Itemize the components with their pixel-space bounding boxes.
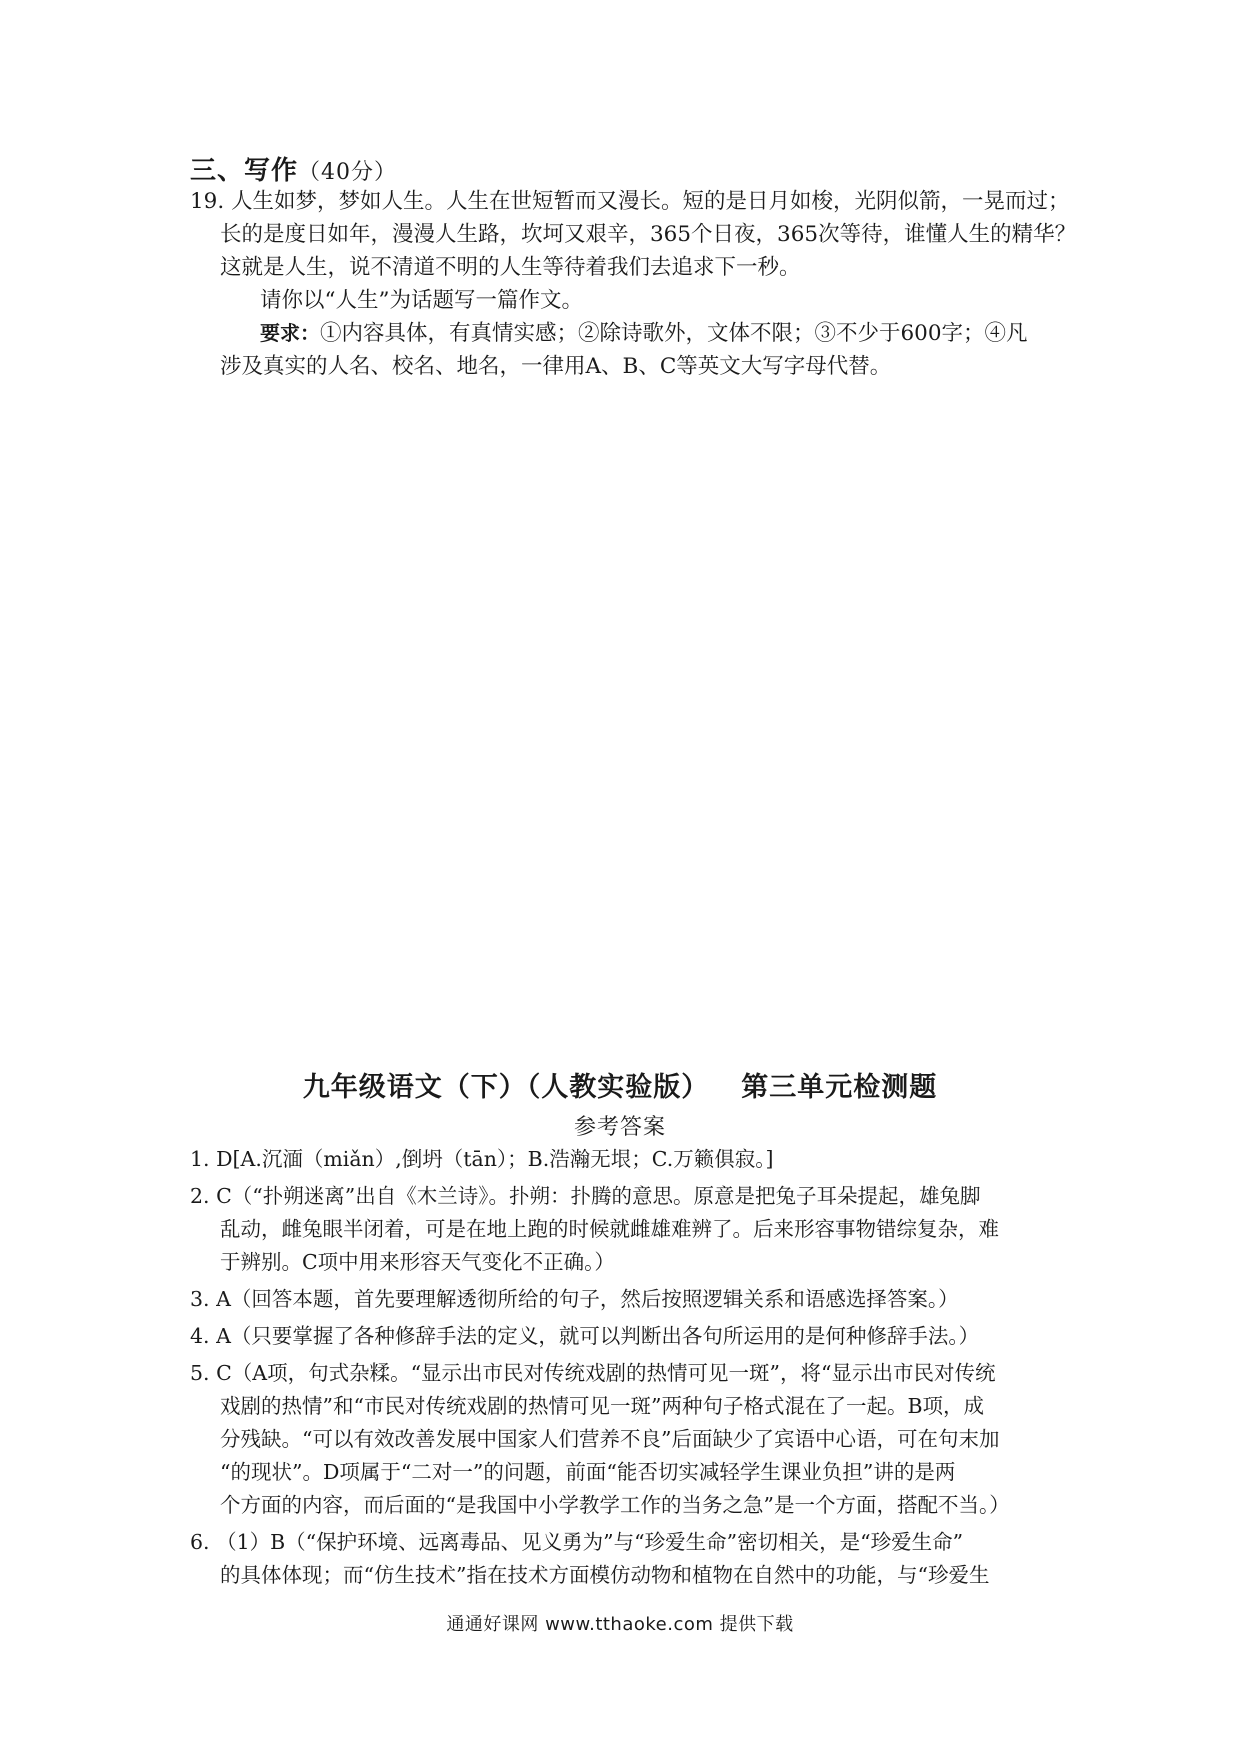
answer-line: 1. D[A.沉湎（miǎn）,倒坍（tān）；B.浩瀚无垠；C.万籁俱寂。] (190, 1147, 774, 1171)
answer-line: 4. A（只要掌握了各种修辞手法的定义，就可以判断出各句所运用的是何种修辞手法。） (190, 1324, 980, 1348)
answer-line: 2. C（“扑朔迷离”出自《木兰诗》。扑朔：扑腾的意思。原意是把兔子耳朵提起，雄兔脚 (190, 1184, 981, 1208)
answer-line: “的现状”。D项属于“二对一”的问题，前面“能否切实减轻学生课业负担”讲的是两 (220, 1460, 956, 1484)
q19-line-1: 19. 人生如梦，梦如人生。人生在世短暂而又漫长。短的是日月如梭，光阴似箭，一晃而过； (190, 189, 1070, 214)
answer-list (190, 1143, 1070, 1596)
answer-item (190, 1357, 1070, 1522)
title-part-1: 九年级语文（下）（人教实验版） (302, 1072, 710, 1103)
answer-line: 戏剧的热情”和“市民对传统戏剧的热情可见一斑”两种句子格式混在了一起。B项，成 (220, 1394, 985, 1418)
answer-key-subtitle: 参考答案 (573, 1115, 666, 1140)
answer-item (190, 1320, 1070, 1353)
q19-line-2: 长的是度日如年，漫漫人生路，坎坷又艰辛，365个日夜，365次等待，谁懂人生的精华？ (220, 222, 1077, 247)
q19-prompt: 请你以“人生”为话题写一篇作文。 (260, 288, 583, 313)
writing-heading-text: 三、写作 (190, 156, 299, 186)
answer-item (190, 1143, 1070, 1176)
answer-line: 于辨别。C项中用来形容天气变化不正确。） (220, 1250, 615, 1274)
q19-line-3: 这就是人生，说不清道不明的人生等待着我们去追求下一秒。 (220, 255, 801, 280)
page-footer: 通通好课网 www.tthaoke.com 提供下载 (446, 1614, 794, 1635)
writing-score: （40分） (298, 160, 398, 185)
answer-line: 个方面的内容，而后面的“是我国中小学教学工作的当务之急”是一个方面，搭配不当。） (220, 1493, 1010, 1517)
answer-line: 的具体体现；而“仿生技术”指在技术方面模仿动物和植物在自然中的功能，与“珍爱生 (220, 1563, 990, 1587)
answer-line: 3. A（回答本题，首先要理解透彻所给的句子，然后按照逻辑关系和语感选择答案。） (190, 1287, 959, 1311)
q19-req-line-1: ①内容具体，有真情实感；②除诗歌外，文体不限；③不少于600字；④凡 (320, 321, 1028, 346)
answer-item (190, 1283, 1070, 1316)
answer-line: 6. （1）B（“保护环境、远离毒品、见义勇为”与“珍爱生命”密切相关，是“珍爱生命” (190, 1530, 964, 1554)
question-19 (190, 185, 1077, 383)
answer-line: 分残缺。“可以有效改善发展中国家人们营养不良”后面缺少了宾语中心语，可在句末加 (220, 1427, 1000, 1451)
q19-req-label: 要求： (260, 321, 320, 345)
answer-line: 乱动，雌兔眼半闭着，可是在地上跑的时候就雌雄难辨了。后来形容事物错综复杂，难 (220, 1217, 999, 1241)
answer-key-title (0, 1065, 1240, 1104)
answer-item (190, 1180, 1070, 1279)
answer-item (190, 1526, 1070, 1592)
title-part-2: 第三单元检测题 (741, 1072, 938, 1103)
q19-requirements (190, 317, 1070, 350)
writing-section-heading (190, 150, 397, 187)
q19-req-line-2: 涉及真实的人名、校名、地名，一律用A、B、C等英文大写字母代替。 (220, 354, 892, 379)
answer-line: 5. C（A项，句式杂糅。“显示出市民对传统戏剧的热情可见一斑”，将“显示出市民对传统 (190, 1361, 996, 1385)
